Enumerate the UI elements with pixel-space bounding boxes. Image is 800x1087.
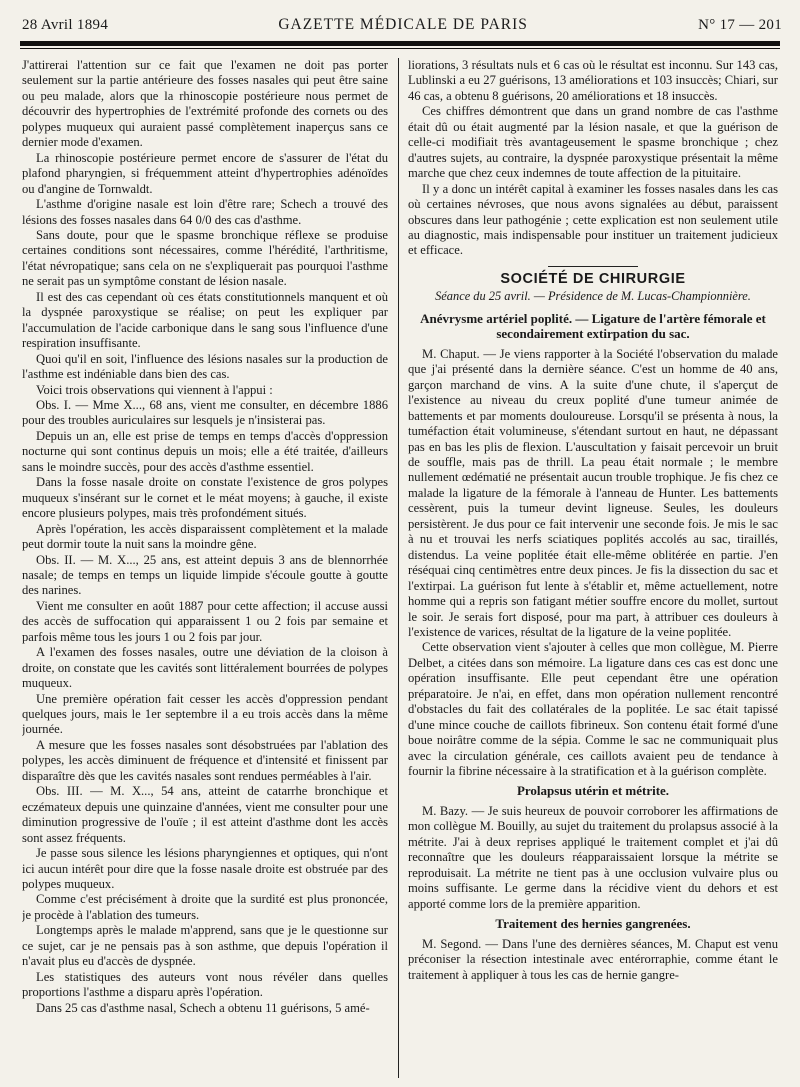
paragraph: Sans doute, pour que le spasme bronchique réflexe se produise certaines conditions sont nécessaires, comme l'hérédité, l'arthritisme, l'état névropatique; sans cela on ne s'expliquerait pas pourquoi l'asthme ne serait pas un symptôme constant de lésion nasale.	[22, 227, 388, 289]
paragraph: Quoi qu'il en soit, l'influence des lésions nasales sur la production de l'asthme est indéniable dans bien des cas.	[22, 351, 388, 382]
paragraph: liorations, 3 résultats nuls et 6 cas où le résultat est inconnu. Sur 143 cas, Lublinski a eu 27 guérisons, 13 améliorations et 103 insuccès; Chiari, sur 46 cas, a obtenu 8 guérisons, 20 améliorations et 18 insuccès.	[408, 58, 778, 103]
article-heading: Traitement des hernies gangrenées.	[495, 916, 691, 932]
paragraph: Vient me consulter en août 1887 pour cette affection; il accuse aussi des accès de suffocation qui apparaissent 1 ou 2 fois par semaine et parfois même tous les jours 1 ou 2 fois par jour.	[22, 598, 388, 644]
paragraph: Depuis un an, elle est prise de temps en temps d'accès d'oppression nocturne qui sont continus depuis un mois; elle a été traitée, d'ailleurs sans le moindre succès, pour des accès d'asthme essentiel.	[22, 428, 388, 474]
paragraph: A mesure que les fosses nasales sont désobstruées par l'ablation des polypes, les accès diminuent de fréquence et d'intensité et finissent par disparaître dès que les cavités nasales sont rendues perméables à l'air.	[22, 737, 388, 783]
left-column	[22, 58, 388, 1078]
society-title: SOCIÉTÉ DE CHIRURGIE	[500, 270, 686, 287]
paragraph: A l'examen des fosses nasales, outre une déviation de la cloison à droite, on constate que les cavités sont littéralement bourrées de polypes muqueux.	[22, 645, 388, 691]
header-date: 28 Avril 1894	[22, 17, 109, 33]
paragraph: La rhinoscopie postérieure permet encore de s'assurer de l'état du plafond pharyngien, si fréquemment atteint d'hypertrophies adénoïdes ou d'angine de Tornwaldt.	[22, 150, 388, 196]
paragraph: M. Bazy. — Je suis heureux de pouvoir corroborer les affirmations de mon collègue M. Bouilly, au sujet du traitement du prolapsus associé à la métrite. J'ai à deux reprises appliqué le traitement complet et j'ai dû reconnaître que les douleurs réapparaissaient lorsque la métrite se reproduisait. La métrite ne tient pas à une occlusion vulvaire plus ou moins suffisante. Le germe dans la récidive vient du dehors et est apporté comme lors de la première apparition.	[408, 803, 778, 911]
paragraph: Après l'opération, les accès disparaissent complètement et la malade peut dormir toute la nuit sans la moindre gêne.	[22, 521, 388, 552]
paragraph: Voici trois observations qui viennent à l'appui :	[36, 382, 273, 397]
paragraph: Je passe sous silence les lésions pharyngiennes et optiques, qui n'ont ici aucun intérêt pour dire que la fosse nasale droite est obstruée par des polypes muqueux.	[22, 846, 388, 892]
paragraph: Il y a donc un intérêt capital à examiner les fosses nasales dans les cas où certaines névroses, que nous avons signalées au début, paraissent obscures dans leur pathogénie ; cette explication est non seulement utile au diagnostic, mais indispensable pour instituer un traitement judicieux et efficace.	[408, 181, 778, 258]
page-header	[22, 16, 782, 38]
paragraph: Longtemps après le malade m'apprend, sans que je le questionne sur ce sujet, car je ne pensais pas à son asthme, que depuis l'opération il n'avait plus eu d'accès de dyspnée.	[22, 923, 388, 969]
paragraph: Ces chiffres démontrent que dans un grand nombre de cas l'asthme était dû ou était augmenté par la lésion nasale, et que la guérison de celle-ci modifiait très avantageusement le spasme bronchique ; chez d'autres sujets, au contraire, la dyspnée paroxystique présentait la même marche que chez ceux indemnes de toute affection de la pituitaire.	[408, 104, 778, 181]
paragraph: Une première opération fait cesser les accès d'oppression pendant quelques jours, mais le 1er septembre il a eu trois accès dans la même journée.	[22, 691, 388, 737]
section-divider	[548, 266, 638, 267]
paragraph: M. Chaput. — Je viens rapporter à la Société l'observation du malade que j'ai présenté dans la dernière séance. C'est un homme de 40 ans, garçon marchand de vins. A la suite d'une chute, il s'aperçut de l'existence au niveau du creux poplité d'une tumeur animée de battements et par moments douloureuse. Lorsqu'il se présenta à nous, la tuméfaction était volumineuse, s'étendant surtout en haut, ne dépassant pas en bas les plis de flexion. L'auscultation y faisait percevoir un bruit de souffle, mais pas de thrill. La peau était normale ; le membre nullement œdématié ne présentait aucun trouble trophique. Je fis chez ce malade la ligature de la fémorale à l'anneau de Hunter. Les battements cessèrent, puis la tumeur devint ligneuse. Seules, les douleurs persistèrent. Je dus pour ce fait intervenir une seconde fois. Je mis le sac à nu et trouvai les nerfs sciatiques poplités accolés au sac, tiraillés, distendus. La veine poplitée était elle-même oblitérée en partie. J'en réséquai cinq centimètres entre deux pinces. Je fis la dissection du sac et l'extirpai. La guérison fut lente à s'établir et, même actuellement, notre homme qui a repris son fatigant métier souffre encore du mollet, surtout le soir. Je serais fort disposé, pour ma part, à attribuer ces douleurs à l'existence de varices, résultat de la ligature de la veine poplitée.	[408, 346, 778, 639]
paragraph: J'attirerai l'attention sur ce fait que l'examen ne doit pas porter seulement sur la partie antérieure des fosses nasales qui peut être saine ou peu malade, alors que la rhinoscopie postérieure nous permet de découvrir des hypertrophies de l'extrémité profonde des cornets ou des polypes muqueux qui auraient passé complètement inaperçus sans ce dernier mode d'examen.	[22, 58, 388, 150]
seance-line: Séance du 25 avril. — Présidence de M. Lucas-Championnière.	[435, 289, 751, 304]
right-column	[408, 58, 778, 1078]
column-divider	[398, 58, 399, 1078]
paragraph: M. Segond. — Dans l'une des dernières séances, M. Chaput est venu préconiser la résection intestinale avec entérorraphie, comme étant le traitement à appliquer à tous les cas de hernie gangre-	[408, 936, 778, 982]
header-rule-thin	[20, 48, 780, 49]
journal-title: GAZETTE MÉDICALE DE PARIS	[278, 16, 528, 33]
paragraph: Cette observation vient s'ajouter à celles que mon collègue, M. Pierre Delbet, a citées dans son mémoire. La ligature dans ces cas est donc une opération insuffisante. Elle peut cependant être une opération préparatoire. Je n'ai, en effet, dans mon opération nullement rencontré d'obstacles du fait des collatérales de la poplitée. Le sac était tapissé d'une mince couche de caillots fibrineux. Son contenu était formé d'une boue noirâtre comme de la sépia. Comme le sac ne communiquait plus avec la circulation générale, ces caillots avaient peu de tendance à fournir la fibrine nécessaire à la stratification et à la guérison complète.	[408, 640, 778, 779]
paragraph: Il est des cas cependant où ces états constitutionnels manquent et où la dyspnée paroxystique se réalise; on peut les expliquer par l'accumulation de l'acide carbonique dans le sang sous l'influence d'une respiration insuffisante.	[22, 289, 388, 351]
observation-paragraph: Obs. III. — M. X..., 54 ans, atteint de catarrhe bronchique et eczémateux depuis une quinzaine d'années, vient me consulter pour une diminution progressive de l'ouïe ; il est atteint d'asthme dont les accès sont assez fréquents.	[22, 784, 388, 845]
article-heading: Prolapsus utérin et métrite.	[516, 783, 670, 799]
issue-number: N° 17 — 201	[698, 17, 782, 33]
article-heading: Anévrysme artériel poplité. — Ligature de l'artère fémorale et secondairement extirpation du sac.	[420, 310, 766, 342]
paragraph: Dans la fosse nasale droite on constate l'existence de gros polypes muqueux s'insérant sur le cornet et le méat moyens; à gauche, il existe encore plusieurs polypes, mais très profondément situés.	[22, 475, 388, 521]
paragraph: Les statistiques des auteurs vont nous révéler dans quelles proportions l'asthme a disparu après l'opération.	[22, 969, 388, 1000]
paragraph: L'asthme d'origine nasale est loin d'être rare; Schech a trouvé des lésions des fosses nasales dans 64 0/0 des cas d'asthme.	[22, 197, 388, 227]
header-rule-thick	[20, 41, 780, 46]
paragraph: Comme c'est précisément à droite que la surdité est plus prononcée, je procède à l'ablation des tumeurs.	[22, 892, 388, 922]
paragraph: Dans 25 cas d'asthme nasal, Schech a obtenu 11 guérisons, 5 amé-	[36, 1000, 370, 1015]
observation-paragraph: Obs. I. — Mme X..., 68 ans, vient me consulter, en décembre 1886 pour des troubles auriculaires sur lesquels je n'insisterai pas.	[22, 397, 388, 428]
observation-paragraph: Obs. II. — M. X..., 25 ans, est atteint depuis 3 ans de blennorrhée nasale; de temps en temps un liquide limpide s'écoule goutte à goutte des narines.	[22, 552, 388, 598]
